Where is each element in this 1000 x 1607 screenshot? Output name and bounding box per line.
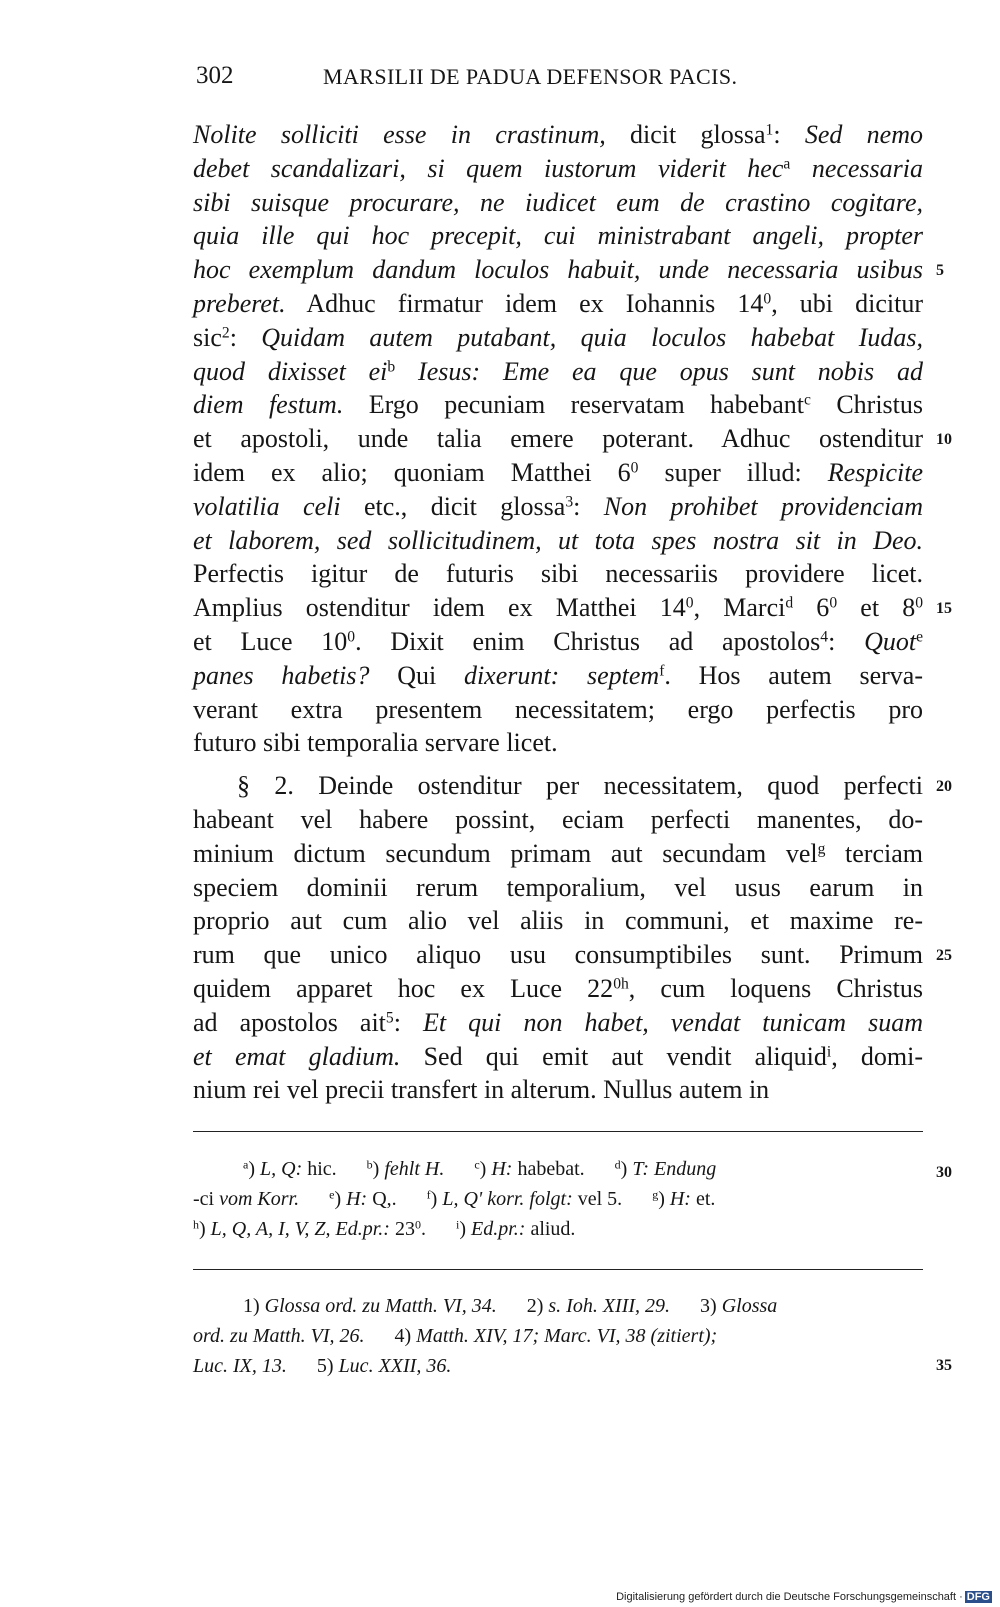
text-line: Nolite solliciti esse in crastinum, dicit glossa$^1$: Sed nemo: [193, 120, 924, 149]
sources-divider: [193, 1269, 923, 1270]
line-number: 30: [936, 1164, 952, 1181]
text-line: quia ille qui hoc precepit, cui ministrabant angeli, propter: [193, 221, 923, 251]
source-line: 1) Glossa ord. zu Matth. VI, 34. 2) s. Ioh. XIII, 29. 3) Glossa: [243, 1295, 778, 1317]
text-line: minium dictum secundum primam aut secundam vel$^g$ terciam: [193, 838, 923, 868]
credit-text: Digitalisierung gefördert durch die Deutsche Forschungsgemeinschaft ·: [616, 1591, 963, 1603]
main-text: [193, 118, 923, 1107]
line-number: 15: [936, 600, 952, 617]
text-line: sibi suisque procurare, ne iudicet eum de crastino cogitare,: [193, 187, 923, 217]
apparatus-line: $^h$) L, Q, A, I, V, Z, Ed.pr.: $23^0$. $^i$) Ed.pr.: aliud.: [193, 1217, 576, 1240]
critical-apparatus: [193, 1154, 923, 1244]
source-notes: [193, 1291, 923, 1381]
text-line: habeant vel habere possint, eciam perfecti manentes, do-: [193, 804, 923, 834]
text-line: debet scandalizari, si quem iustorum viderit hec$^a$ necessaria: [193, 153, 924, 183]
line-number: 10: [936, 431, 952, 448]
running-title: MARSILII DE PADUA DEFENSOR PACIS.: [323, 64, 738, 89]
apparatus-line: -ci vom Korr. $^e$) H: Q,. $^f$) L, Q' korr. folgt: vel 5. $^g$) H: et.: [193, 1187, 716, 1210]
source-line: ord. zu Matth. VI, 26. 4) Matth. XIV, 17; Marc. VI, 38 (zitiert);: [193, 1325, 718, 1347]
text-line: § 2. Deinde ostenditur per necessitatem, quod perfecti: [237, 771, 923, 801]
text-line: futuro sibi temporalia servare licet.: [193, 728, 558, 758]
text-line: et laborem, sed sollicitudinem, ut tota spes nostra sit in Deo.: [193, 525, 923, 555]
text-line: speciem dominii rerum temporalium, vel usus earum in: [193, 872, 923, 902]
text-line: verant extra presentem necessitatem; ergo perfectis pro: [193, 694, 923, 724]
text-line: panes habetis? Qui dixerunt: septem$^f$. Hos autem serva-: [193, 660, 924, 690]
text-line: nium rei vel precii transfert in alterum. Nullus autem in: [193, 1075, 770, 1105]
text-line: et emat gladium. Sed qui emit aut vendit aliquid$^i$, domi-: [193, 1041, 924, 1071]
text-line: rum que unico aliquo usu consumptibiles sunt. Primum: [193, 940, 923, 970]
text-line: Perfectis igitur de futuris sibi necessariis providere licet.: [193, 559, 923, 589]
text-line: quidem apparet hoc ex Luce $22^{0h}$, cum loquens Christus: [193, 973, 923, 1003]
text-line: proprio aut cum alio vel aliis in communi, et maxime re-: [193, 906, 923, 936]
running-header: [196, 62, 926, 94]
text-line: hoc exemplum dandum loculos habuit, unde necessaria usibus: [193, 255, 923, 285]
dfg-logo: DFG: [966, 1591, 990, 1603]
text-line: et apostoli, unde talia emere poterant. Adhuc ostenditur: [193, 424, 923, 454]
line-number: 35: [936, 1357, 952, 1374]
digitization-credit: [616, 1591, 992, 1603]
text-line: volatilia celi etc., dicit glossa$^3$: Non prohibet providenciam: [193, 491, 924, 521]
text-line: preberet. Adhuc firmatur idem ex Iohannis $14^0$, ubi dicitur: [193, 288, 923, 318]
apparatus-divider: [193, 1131, 923, 1132]
apparatus-line: $^a$) L, Q: hic. $^b$) fehlt H. $^c$) H: habebat. $^d$) T: Endung: [243, 1157, 717, 1180]
text-line: ad apostolos ait$^5$: Et qui non habet, vendat tunicam suam: [193, 1007, 923, 1037]
line-number: 5: [936, 262, 944, 279]
text-line: et Luce $10^0$. Dixit enim Christus ad apostolos$^4$: Quot$^e$: [193, 626, 923, 656]
text-line: quod dixisset $ei^b$ Iesus: Eme ea que opus sunt nobis ad: [193, 356, 923, 386]
text-line: idem ex alio; quoniam Matthei $6^0$ super illud: Respicite: [193, 457, 923, 487]
text-line: sic$^2$: Quidam autem putabant, quia loculos habebat Iudas,: [193, 322, 923, 352]
text-line: Amplius ostenditur idem ex Matthei $14^0$, Marci$^d$ $6^0$ et $8^0$: [193, 593, 924, 623]
text-line: diem festum. Ergo pecuniam reservatam habebant$^c$ Christus: [193, 390, 923, 420]
page-number: 302: [196, 62, 234, 89]
source-line: Luc. IX, 13. 5) Luc. XXII, 36.: [193, 1355, 452, 1377]
line-number: 20: [936, 778, 952, 795]
line-number: 25: [936, 947, 952, 964]
